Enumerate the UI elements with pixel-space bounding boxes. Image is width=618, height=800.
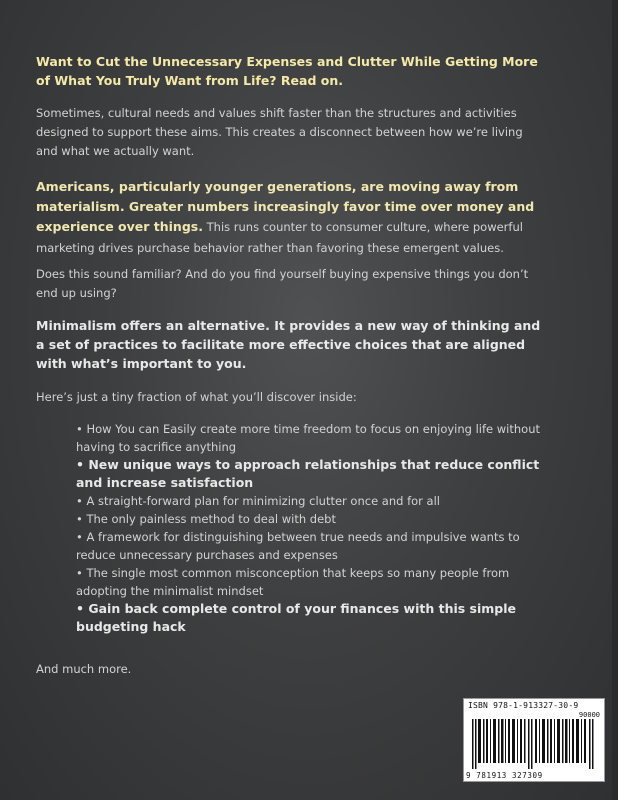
paragraph-intro-list: Here’s just a tiny fraction of what you’ll discover inside: [36,390,357,404]
benefits-list [76,420,546,636]
list-item: • A framework for distinguishing between true needs and impulsive wants to reduce unnecessary purchases and expenses [76,530,520,562]
isbn-barcode [463,698,605,782]
paragraph-closing: And much more. [36,662,132,676]
paragraph-question: Does this sound familiar? And do you find yourself buying expensive things you don’t end up using? [36,267,529,300]
list-item: • How You can Easily create more time freedom to focus on enjoying life without having to sacrifice anything [76,422,541,454]
list-item: • A straight-forward plan for minimizing clutter once and for all [76,494,440,508]
list-item: • Gain back complete control of your finances with this simple budgeting hack [76,601,517,634]
spine-edge [612,0,618,800]
paragraph-minimalism: Minimalism offers an alternative. It provides a new way of thinking and a set of practices to facilitate more effective choices that are aligned with what’s important to you. [36,318,541,371]
barcode-bars [472,719,596,769]
paragraph-americans-rest: This runs counter to consumer culture, where powerful marketing drives purchase behavior rather than favoring these emergent values. [36,220,523,255]
price-code: 90000 [578,711,600,719]
isbn-number: 9 781913 327309 [466,771,543,780]
headline: Want to Cut the Unnecessary Expenses and Clutter While Getting More of What You Truly Want from Life? Read on. [36,54,538,88]
list-item: • The only painless method to deal with debt [76,512,336,526]
paragraph-disconnect: Sometimes, cultural needs and values shift faster than the structures and activities designed to support these aims. This creates a disconnect between how we’re living and what we actually want. [36,106,523,158]
isbn-label: ISBN 978-1-913327-30-9 [468,701,579,710]
list-item: • New unique ways to approach relationships that reduce conflict and increase satisfaction [76,457,540,490]
list-item: • The single most common misconception that keeps so many people from adopting the minimalist mindset [76,566,510,598]
paragraph-americans [36,176,546,258]
paragraph-americans-bold: Americans, particularly younger generations, are moving away from materialism. Greater numbers increasingly favor time over money and experience over things. [36,179,535,234]
